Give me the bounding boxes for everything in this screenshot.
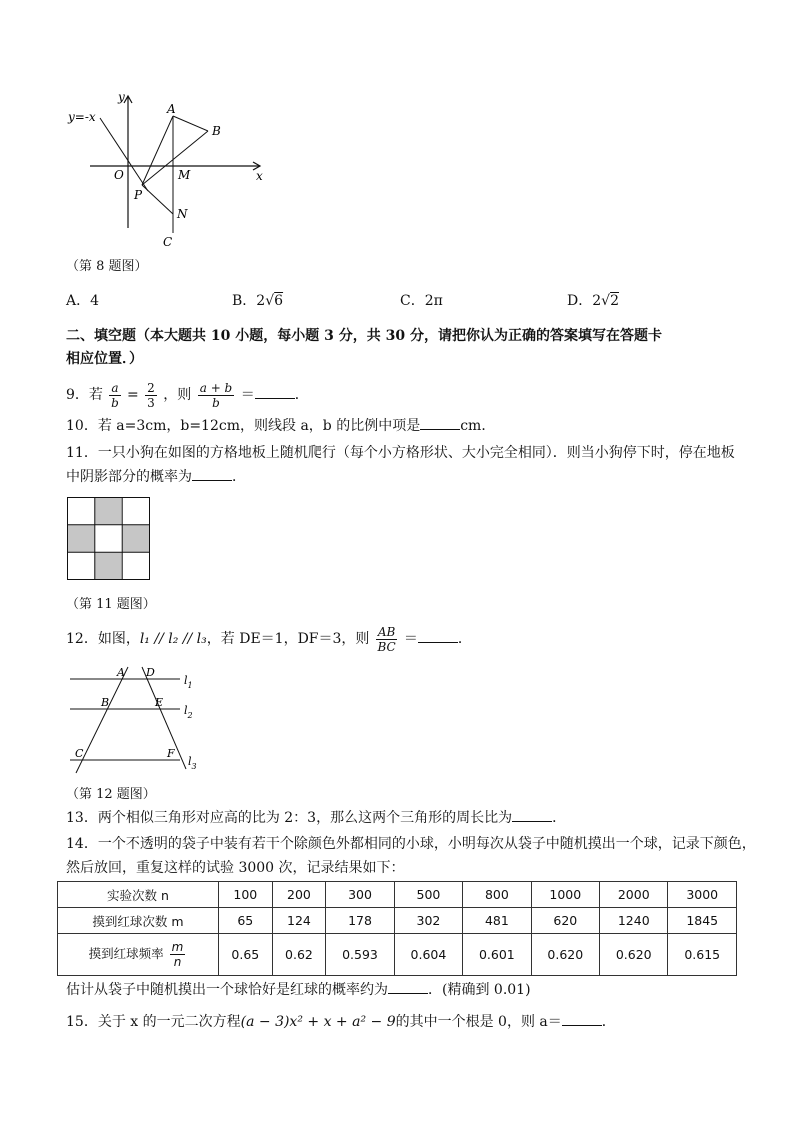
section-heading: 二、填空题（本大题共 10 小题，每小题 3 分，共 30 分，请把你认为正确的答案填写在答题卡 <box>66 328 662 344</box>
question-14-line2: 然后放回，重复这样的试验 3000 次，记录结果如下： <box>66 860 405 876</box>
question-12: 12．如图，l₁ // l₂ // l₃，若 DE＝1，DF＝3，则 $\frac{AB}{BC}$ ＝ ． <box>66 624 472 654</box>
label-F: F <box>167 747 175 760</box>
question-15: 15．关于 x 的一元二次方程(a − 3)x² + x + a² − 9的其中一个根是 0，则 a＝ ． <box>66 1014 616 1030</box>
table-cell: 500 <box>394 882 462 908</box>
table-cell: 0.601 <box>463 934 531 976</box>
caption-fig12: （第 12 题图） <box>66 787 156 802</box>
row-label: 摸到红球次数 m <box>58 908 219 934</box>
table-row <box>58 882 737 908</box>
section-heading-2: 相应位置．） <box>66 351 143 367</box>
table-cell: 0.615 <box>668 934 737 976</box>
table-cell: 100 <box>219 882 273 908</box>
table-cell: 300 <box>326 882 394 908</box>
question-11-line2: 中阴影部分的概率为 ． <box>66 469 246 485</box>
option-D: D．2√2 <box>567 293 619 309</box>
label-A: A <box>167 102 176 116</box>
caption-fig8: （第 8 题图） <box>66 259 148 274</box>
table-row <box>58 908 737 934</box>
label-B: B <box>101 696 110 709</box>
table-cell: 0.65 <box>219 934 273 976</box>
shaded-cell <box>94 552 121 579</box>
label-C: C <box>163 235 173 249</box>
label-N: N <box>177 207 188 221</box>
transversal-DF <box>142 667 186 769</box>
table-cell: 302 <box>394 908 462 934</box>
label-y: y <box>118 90 125 104</box>
question-13: 13．两个相似三角形对应高的比为 2：3，那么这两个三角形的周长比为 ． <box>66 810 567 826</box>
transversal-AC <box>76 667 128 773</box>
table-cell: 1845 <box>668 908 737 934</box>
table-cell: 200 <box>272 882 326 908</box>
grid-figure-q11 <box>67 497 151 581</box>
table-cell: 3000 <box>668 882 737 908</box>
figure-q12 <box>66 665 216 780</box>
label-line: y=-x <box>68 110 96 124</box>
table-cell: 124 <box>272 908 326 934</box>
caption-fig11: （第 11 题图） <box>66 597 156 612</box>
shaded-cell <box>94 498 121 525</box>
question-14-estimate: 估计从袋子中随机摸出一个球恰好是红球的概率约为 ．(精确到 0.01) <box>66 982 531 998</box>
table-cell: 0.620 <box>531 934 599 976</box>
table-cell: 1240 <box>600 908 668 934</box>
label-l2: $l_2$ <box>184 704 193 720</box>
results-table <box>57 881 737 976</box>
segment-AB <box>173 116 208 131</box>
question-9: 9．若 $\frac{a}{b}$ = $\frac{2}{3}$ ，则 $\frac{a + b}{b}$ ＝ ． <box>66 380 309 410</box>
label-M: M <box>178 168 191 182</box>
table-cell: 1000 <box>531 882 599 908</box>
label-A: A <box>117 666 125 679</box>
table-cell: 65 <box>219 908 273 934</box>
line-y-neg-x <box>100 118 148 191</box>
segment-AP <box>142 116 173 185</box>
question-10: 10．若 a=3cm，b=12cm，则线段 a，b 的比例中项是 cm． <box>66 418 496 434</box>
table-cell: 0.62 <box>272 934 326 976</box>
shaded-cell <box>68 525 95 552</box>
label-E: E <box>155 696 164 709</box>
shaded-cell <box>122 525 149 552</box>
label-x: x <box>256 169 263 183</box>
table-cell: 2000 <box>600 882 668 908</box>
question-11-line1: 11．一只小狗在如图的方格地板上随机爬行（每个小方格形状、大小完全相同）．则当小狗停下时，停在地板 <box>66 445 735 461</box>
label-C: C <box>75 747 84 760</box>
table-cell: 178 <box>326 908 394 934</box>
option-A: A．4 <box>66 293 100 309</box>
label-l3: $l_3$ <box>188 755 197 771</box>
table-cell: 0.604 <box>394 934 462 976</box>
option-C: C．2π <box>400 293 443 309</box>
table-cell: 0.620 <box>600 934 668 976</box>
table-row <box>58 934 737 976</box>
label-P: P <box>134 188 143 202</box>
figure-q8 <box>60 88 280 258</box>
option-B: B．2√6 <box>232 293 284 309</box>
row-label: 摸到红球频率 $\frac{m}{n}$ <box>58 934 219 976</box>
label-O: O <box>114 168 124 182</box>
table-cell: 0.593 <box>326 934 394 976</box>
segment-BP <box>142 131 208 185</box>
table-cell: 800 <box>463 882 531 908</box>
question-14-line1: 14．一个不透明的袋子中装有若干个除颜色外都相同的小球，小明每次从袋子中随机摸出一个球，记录下颜色， <box>66 836 756 852</box>
label-l1: $l_1$ <box>184 674 193 690</box>
label-B: B <box>212 124 221 138</box>
segment-PN <box>142 185 173 214</box>
row-label: 实验次数 n <box>58 882 219 908</box>
label-D: D <box>146 666 155 679</box>
table-cell: 481 <box>463 908 531 934</box>
table-cell: 620 <box>531 908 599 934</box>
